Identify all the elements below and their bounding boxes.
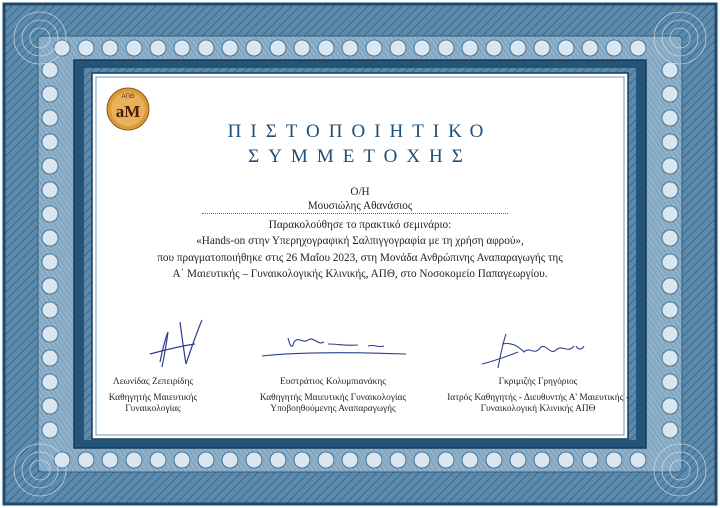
signatory-1-name: Λεωνίδας Ζεπειρίδης — [112, 377, 194, 387]
date-line: που πραγματοποιήθηκε στις 26 Μαΐου 2023, στη Μονάδα Ανθρώπινης Αναπαραγωγής της — [157, 252, 563, 264]
signatory-3 — [438, 377, 638, 416]
signatory-2-name: Ευστράτιος Κολυμπιανάκης — [280, 377, 386, 387]
signatory-1-role: Καθηγητής Μαιευτικής — [108, 392, 198, 403]
seminar-title: «Hands-on στην Υπερηχογραφική Σαλπιγγογραφία με τη χρήση αφρού», — [196, 235, 524, 247]
signatory-3-role: Ιατρός Καθηγητής - Διευθυντής Α' Μαιευτικής - — [447, 392, 629, 403]
signatory-2-role-2: Υποβοηθούμενης Αναπαραγωγής — [270, 404, 396, 414]
signatory-3-role-2: Γυναικολογική Κλινικής ΑΠΘ — [480, 404, 596, 414]
recipient-prefix: Ο/Η — [350, 186, 370, 198]
signature-2 — [258, 328, 408, 362]
signatory-2-role: Καθηγητής Μαιευτικής Γυναικολογίας — [259, 392, 407, 403]
certificate-title: ΠΙΣΤΟΠΟΙΗΤΙΚΟ — [227, 121, 493, 142]
signatory-1-role-2: Γυναικολογίας — [125, 404, 181, 414]
clinic-line: Α΄ Μαιευτικής – Γυναικολογικής Κλινικής, ΑΠΘ, στο Νοσοκομείο Παπαγεωργίου. — [172, 268, 548, 280]
recipient-name: Μουσιώλης Αθανάσιος — [307, 200, 413, 212]
name-underline — [202, 213, 508, 214]
signatory-3-name: Γκριμιζής Γρηγόριος — [498, 377, 578, 387]
signatory-1 — [88, 377, 218, 416]
signatory-2 — [238, 377, 428, 416]
attended-text: Παρακολούθησε το πρακτικό σεμινάριο: — [268, 219, 452, 231]
signature-1 — [140, 312, 210, 372]
svg-text:ΑΠΘ: ΑΠΘ — [121, 94, 135, 100]
certificate-subtitle: ΣΥΜΜΕΤΟΧΗΣ — [248, 146, 472, 167]
signature-3 — [478, 326, 588, 370]
svg-text:aM: aM — [115, 102, 141, 121]
